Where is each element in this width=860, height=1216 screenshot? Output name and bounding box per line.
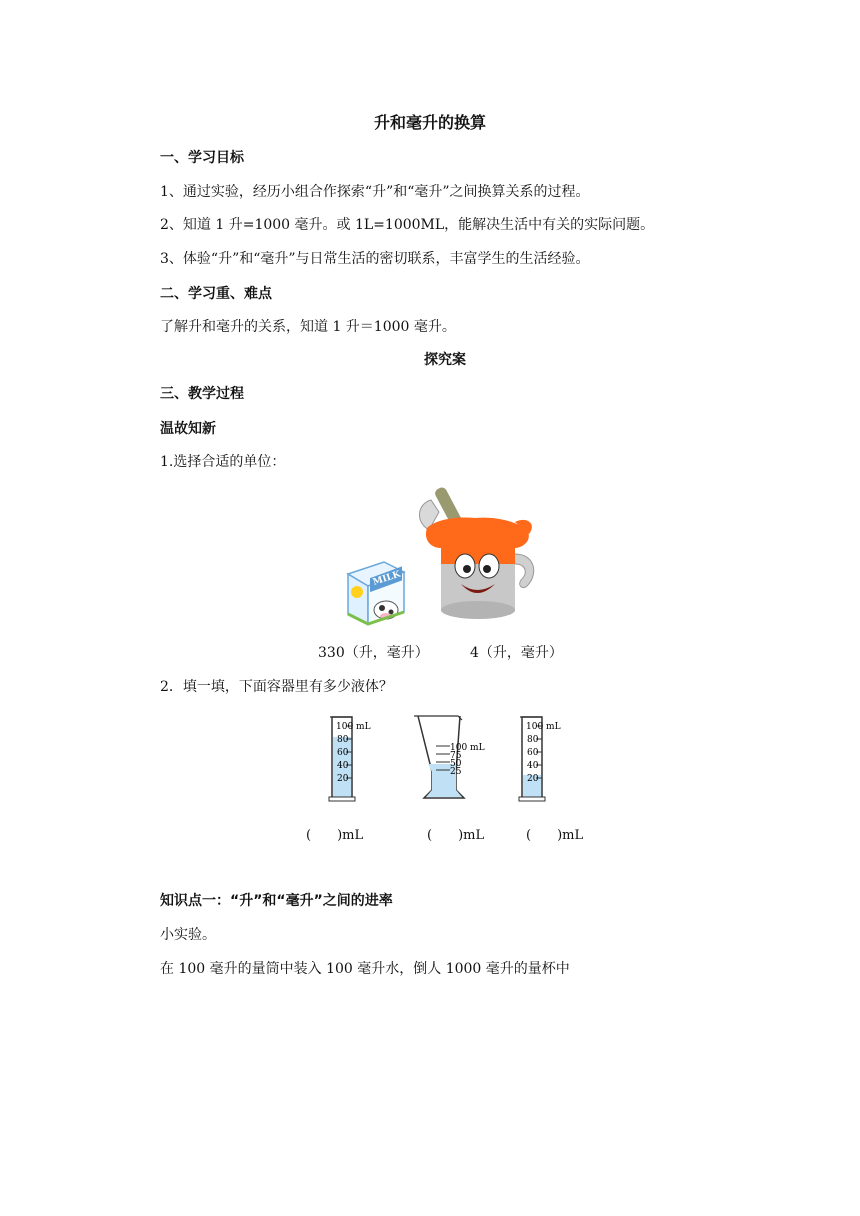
section-heading-goals: 一、学习目标: [160, 150, 244, 166]
paint-can-image: [405, 482, 550, 627]
review-heading: 温故知新: [160, 421, 216, 437]
knowledge-line-1: 小实验。: [160, 927, 216, 943]
measuring-cylinder-2: [516, 714, 576, 804]
milk-label: MILK: [371, 569, 402, 588]
scale-label: 60: [337, 748, 349, 758]
scale-label: 100 mL: [450, 743, 485, 753]
scale-label: 80: [337, 735, 349, 745]
goal-item-1: 1、通过实验，经历小组合作探索“升”和“毫升”之间换算关系的过程。: [160, 184, 590, 200]
scale-label: 80: [527, 735, 539, 745]
scale-label: 100 mL: [526, 722, 561, 732]
milk-carton-image: [340, 552, 415, 627]
measuring-beaker: [412, 712, 492, 804]
inquiry-title: 探究案: [424, 352, 466, 368]
scale-label: 25: [450, 767, 462, 777]
scale-label: 20: [337, 774, 349, 784]
answer-blank-1[interactable]: ( )mL: [306, 828, 364, 843]
keypoints-text: 了解升和毫升的关系，知道 1 升＝1000 毫升。: [160, 319, 456, 335]
page-title: 升和毫升的换算: [373, 113, 486, 132]
q1-option-paint: 4（升，毫升）: [470, 645, 563, 661]
scale-label: 100 mL: [336, 722, 371, 732]
measuring-cylinder-1: [326, 714, 386, 804]
question-2: 2．填一填，下面容器里有多少液体？: [160, 679, 393, 695]
scale-label: 60: [527, 748, 539, 758]
goal-item-3: 3、体验“升”和“毫升”与日常生活的密切联系，丰富学生的生活经验。: [160, 251, 590, 267]
scale-label: 20: [527, 774, 539, 784]
scale-label: 50: [450, 759, 462, 769]
scale-label: 40: [527, 761, 539, 771]
scale-label: 75: [450, 751, 462, 761]
knowledge-line-2: 在 100 毫升的量筒中装入 100 毫升水，倒人 1000 毫升的量杯中: [160, 961, 570, 977]
answer-blank-2[interactable]: ( )mL: [427, 828, 485, 843]
answer-blank-3[interactable]: ( )mL: [526, 828, 584, 843]
section-heading-process: 三、教学过程: [160, 386, 244, 402]
q1-option-milk: 330（升，毫升）: [318, 645, 429, 661]
goal-item-2: 2、知道 1 升=1000 毫升。或 1L=1000ML，能解决生活中有关的实际问题。: [160, 217, 655, 233]
section-heading-keypoints: 二、学习重、难点: [160, 286, 272, 302]
question-1: 1.选择合适的单位：: [160, 454, 286, 470]
knowledge-heading: 知识点一：“升”和“毫升”之间的进率: [160, 893, 393, 909]
scale-label: 40: [337, 761, 349, 771]
